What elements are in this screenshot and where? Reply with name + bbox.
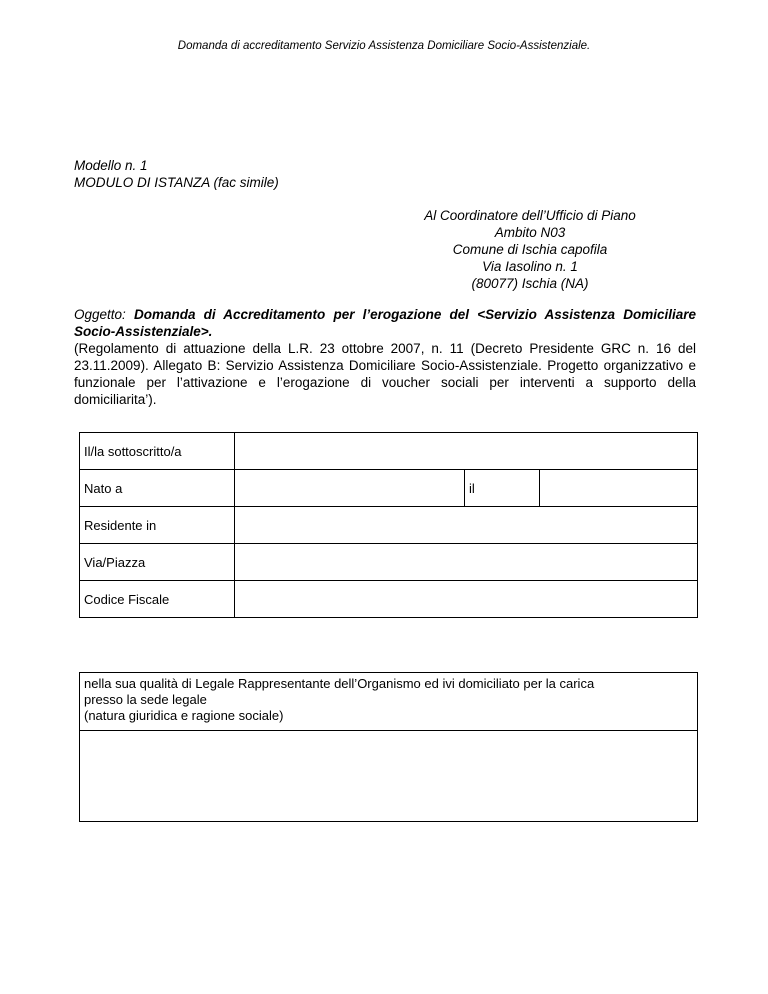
- qualita-line: presso la sede legale: [84, 692, 207, 707]
- label-cf: Codice Fiscale: [80, 581, 235, 618]
- table-row: [80, 581, 698, 618]
- recipient-line: Al Coordinatore dell’Ufficio di Piano: [424, 208, 636, 223]
- table-row: [80, 470, 698, 507]
- oggetto-body: (Regolamento di attuazione della L.R. 23 ottobre 2007, n. 11 (Decreto Presidente GRC n. 16 del 23.11.2009). Allegato B: Servizio Assistenza Domiciliare Socio-Assistenziale. Progetto organizzativo e funzionale per l’attivazione e l’erogazione di voucher sociali per interventi a supporto della domiciliarita’).: [74, 341, 696, 407]
- qualita-table: [79, 672, 698, 822]
- qualita-line: nella sua qualità di Legale Rappresentante dell’Organismo ed ivi domiciliato per la carica: [84, 676, 595, 691]
- recipient-line: Via Iasolino n. 1: [482, 259, 578, 274]
- table-row: [80, 673, 698, 731]
- oggetto-section: [74, 306, 696, 408]
- modello-number: Modello n. 1: [74, 158, 148, 173]
- recipient-address: [330, 207, 730, 292]
- field-via[interactable]: [235, 544, 698, 581]
- qualita-line: (natura giuridica e ragione sociale): [84, 708, 284, 723]
- label-nato-a: Nato a: [80, 470, 235, 507]
- recipient-line: (80077) Ischia (NA): [471, 276, 589, 291]
- field-nato-a[interactable]: [235, 470, 465, 507]
- modello-block: [74, 157, 279, 191]
- oggetto-subject: Domanda di Accreditamento per l’erogazione del <Servizio Assistenza Domiciliare Socio-Assistenziale>.: [74, 307, 696, 339]
- label-via: Via/Piazza: [80, 544, 235, 581]
- table-row: [80, 731, 698, 822]
- recipient-line: Comune di Ischia capofila: [452, 242, 608, 257]
- label-il: il: [465, 470, 540, 507]
- qualita-label: [80, 673, 698, 731]
- field-residente[interactable]: [235, 507, 698, 544]
- modello-title: MODULO DI ISTANZA (fac simile): [74, 175, 279, 190]
- table-row: [80, 433, 698, 470]
- table-row: [80, 544, 698, 581]
- oggetto-label: Oggetto:: [74, 307, 126, 322]
- field-ragione-sociale[interactable]: [80, 731, 698, 822]
- field-sottoscritto[interactable]: [235, 433, 698, 470]
- recipient-line: Ambito N03: [494, 225, 566, 240]
- field-il[interactable]: [540, 470, 698, 507]
- label-residente: Residente in: [80, 507, 235, 544]
- field-cf[interactable]: [235, 581, 698, 618]
- page-header: Domanda di accreditamento Servizio Assistenza Domiciliare Socio-Assistenziale.: [177, 40, 591, 52]
- table-row: [80, 507, 698, 544]
- personal-data-table: [79, 432, 698, 618]
- label-sottoscritto: Il/la sottoscritto/a: [80, 433, 235, 470]
